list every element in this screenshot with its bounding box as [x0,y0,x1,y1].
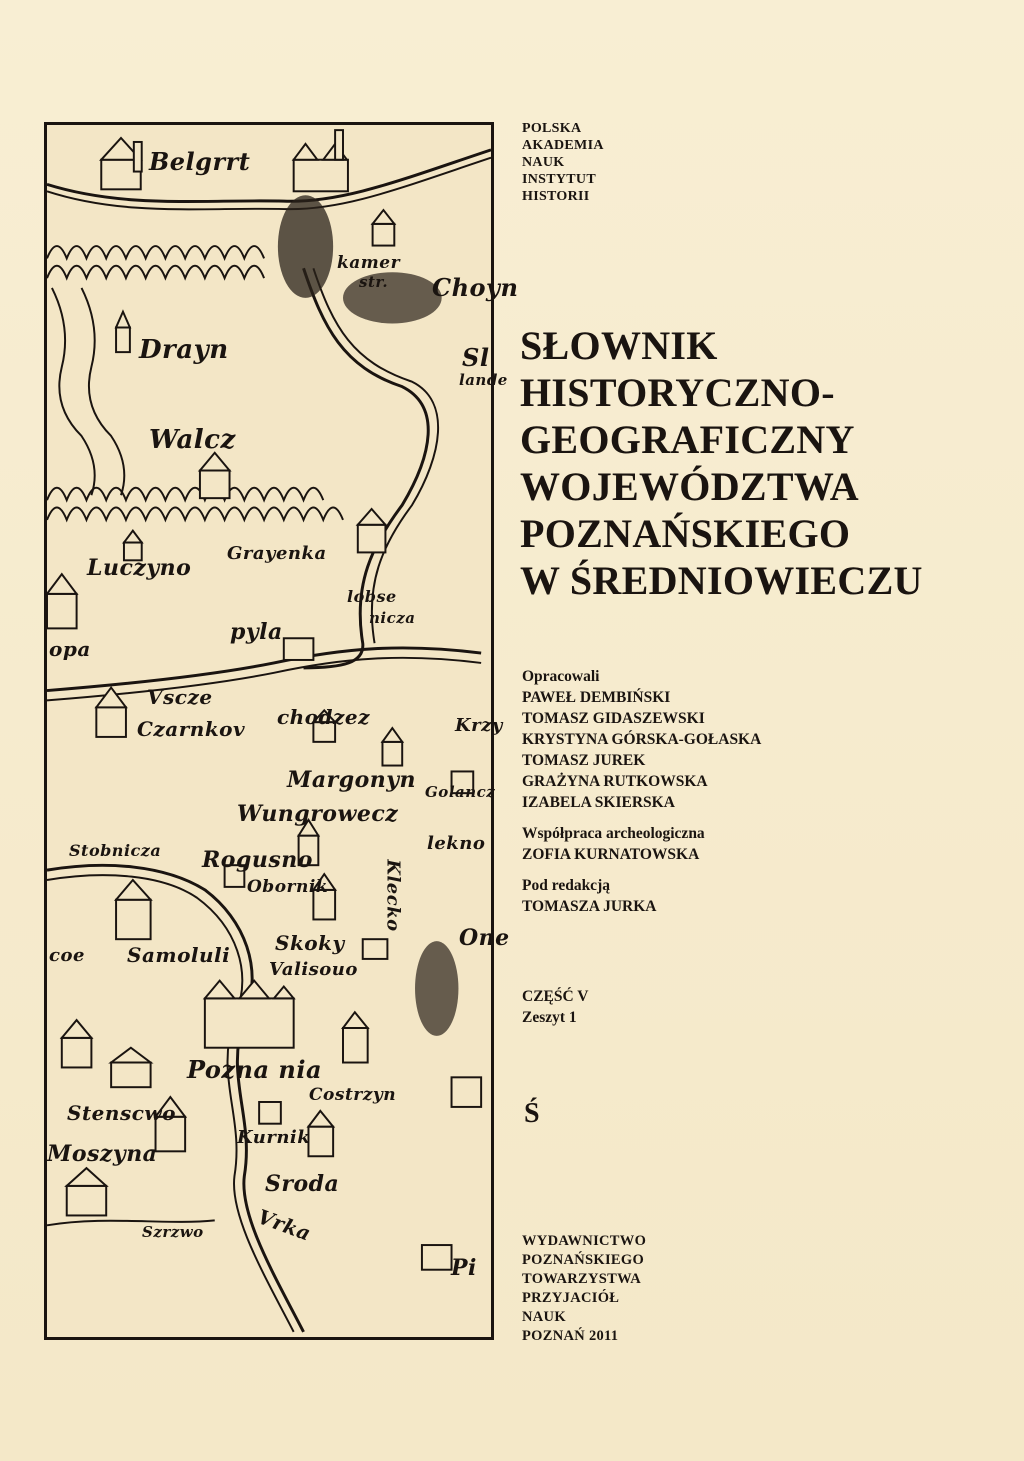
part-block [522,986,588,1028]
map-label-golancz: Golancz [425,783,496,801]
map-label-krzy: Krzy [455,715,503,736]
institution-line: POLSKA [522,121,582,136]
map-label-belgrt: Belgrrt [149,147,251,176]
author-name: IZABELA SKIERSKA [522,794,675,811]
map-label-drayn: Drayn [139,335,229,365]
publisher-line: WYDAWNICTWO [522,1233,647,1249]
publisher-line: NAUK [522,1309,566,1325]
title-line: WOJEWÓDZTWA [520,464,859,509]
map-label-skoky: Skoky [275,931,345,955]
map-label-chodzez: chodzez [277,705,370,729]
map-label-czarnkov: Czarnkov [137,717,246,741]
map-label-choyn: Choyn [432,273,519,302]
map-label-lobse: lobse [347,587,397,606]
institution-line: NAUK [522,155,565,170]
institution-line: INSTYTUT [522,172,596,187]
title-line: HISTORYCZNO- [520,370,835,415]
title-line: POZNAŃSKIEGO [520,511,851,556]
author-name: TOMASZ GIDASZEWSKI [522,710,705,727]
map-label-opa: opa [49,637,91,661]
book-title [520,322,923,604]
author-name: PAWEŁ DEMBIŃSKI [522,689,671,706]
institution-line: AKADEMIA [522,138,604,153]
map-label-poznania: Pozna nia [187,1055,323,1084]
map-label-nicza: nicza [369,609,416,627]
title-line: SŁOWNIK [520,323,718,368]
map-label-lande: lande [459,371,508,389]
title-line: GEOGRAFICZNY [520,417,855,462]
map-label-szrzwo: Szrzwo [142,1223,204,1241]
map-label-grayenka: Grayenka [227,543,327,564]
publisher-line: POZNAŃ 2011 [522,1328,619,1344]
historical-map [44,122,519,1340]
author-name: KRYSTYNA GÓRSKA-GOŁASKA [522,731,762,748]
map-label-coe: coe [49,945,85,966]
map-label-walcz: Walcz [149,425,236,455]
map-label-kamer: kamer [337,253,401,273]
map-label-pi: Pi [451,1255,477,1281]
map-label-vscze: Vscze [147,685,213,709]
institution-line: HISTORII [522,189,590,204]
map-label-margonyn: Margonyn [287,767,417,793]
map-label-kurnik: Kurnik [237,1127,311,1148]
map-label-moszyna: Moszyna [47,1141,158,1167]
publisher-line: TOWARZYSTWA [522,1271,642,1287]
map-label-stobnicza: Stobnicza [69,841,162,860]
volume-letter: Ś [524,1098,540,1129]
map-label-samoluli: Samoluli [127,943,231,967]
publisher-block [522,1232,646,1346]
map-label-klecko: Klecko [382,859,404,932]
map-label-rogusno: Rogusno [202,847,313,873]
publisher-line: PRZYJACIÓŁ [522,1290,620,1306]
archaeology-name: ZOFIA KURNATOWSKA [522,846,700,863]
archaeology-label: Współpraca archeologiczna [522,825,705,842]
map-label-one: One [459,925,510,951]
compiled-by-label: Opracowali [522,668,600,685]
credits-block [522,666,761,917]
author-name: GRAŻYNA RUTKOWSKA [522,773,708,790]
map-label-vrka: Vrka [254,1204,315,1246]
map-label-luczyno: Luczyno [87,555,192,581]
map-label-valisouo: Valisouo [269,959,358,980]
map-label-stenscwo: Stenscwo [67,1101,176,1125]
map-label-sl: Sl [462,343,490,372]
map-label-pyla: pyla [230,619,283,645]
map-label-sroda: Sroda [265,1171,340,1197]
editor-name: TOMASZA JURKA [522,898,657,915]
publisher-line: POZNAŃSKIEGO [522,1252,645,1268]
map-label-obornik: Obornik [247,877,329,897]
editor-label: Pod redakcją [522,877,610,894]
map-label-costrzyn: Costrzyn [309,1085,397,1105]
issue-number: Zeszyt 1 [522,1009,577,1026]
map-label-lekno: lekno [427,833,486,854]
author-name: TOMASZ JUREK [522,752,646,769]
part-number: CZĘŚĆ V [522,988,589,1005]
title-line: W ŚREDNIOWIECZU [520,558,923,603]
map-label-kamer-2: str. [359,273,389,291]
map-label-wungrowecz: Wungrowecz [237,801,399,827]
institution-block [522,120,604,205]
